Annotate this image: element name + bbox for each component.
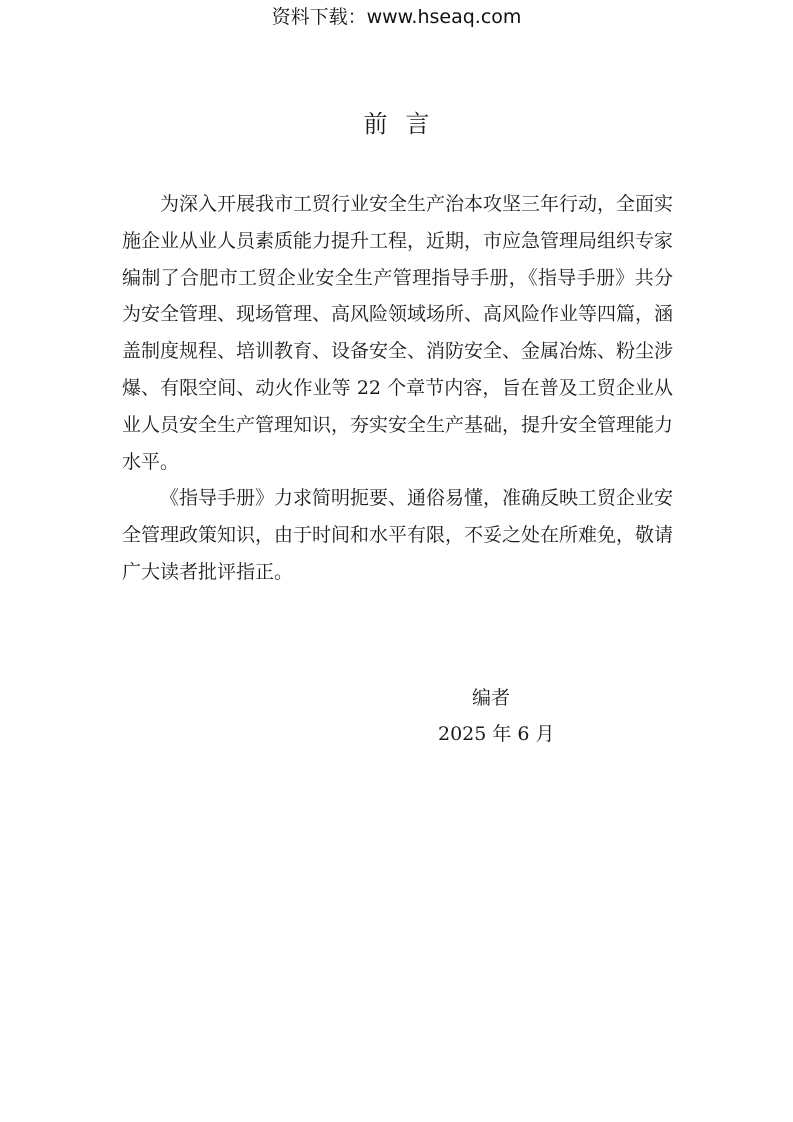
preface-paragraph-2: 《指导手册》力求简明扼要、通俗易懂，准确反映工贸企业安全管理政策知识，由于时间和水平有限，不妥之处在所难免，敬请广大读者批评指正。	[122, 487, 674, 583]
download-source-header: 资料下载：www.hseaq.com	[271, 6, 522, 28]
preface-body	[122, 186, 673, 591]
page-title: 前言	[363, 110, 448, 138]
signature-date: 2025 年 6 月	[438, 723, 555, 745]
signature-author: 编者	[472, 687, 511, 709]
preface-paragraph-1: 为深入开展我市工贸行业安全生产治本攻坚三年行动，全面实施企业从业人员素质能力提升工程，近期，市应急管理局组织专家编制了合肥市工贸企业安全生产管理指导手册，《指导手册》共分为安全管理、现场管理、高风险领域场所、高风险作业等四篇，涵盖制度规程、培训教育、设备安全、消防安全、金属冶炼、粉尘涉爆、有限空间、动火作业等 22 个章节内容，旨在普及工贸企业从业人员安全生产管理知识，夯实安全生产基础，提升安全管理能力水平。	[122, 193, 674, 473]
